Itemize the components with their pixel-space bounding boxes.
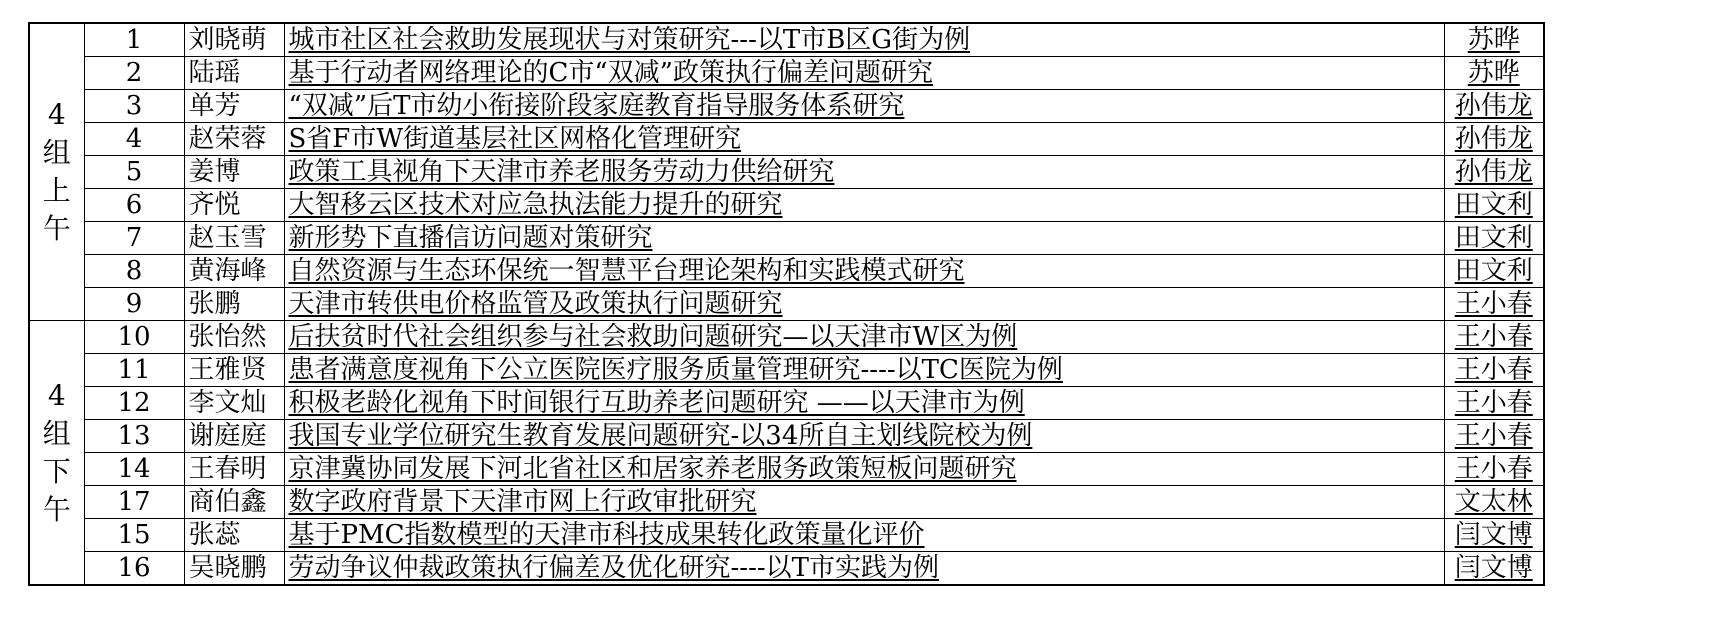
student-name: 商伯鑫: [184, 486, 284, 519]
advisor-name: 王小春: [1444, 354, 1544, 387]
row-number: 1: [84, 23, 184, 57]
thesis-title: 患者满意度视角下公立医院医疗服务质量管理研究----以TC医院为例: [284, 354, 1444, 387]
schedule-table: [28, 22, 1545, 586]
thesis-title: 积极老龄化视角下时间银行互助养老问题研究 ——以天津市为例: [284, 387, 1444, 420]
group-label-cell: [29, 321, 84, 586]
thesis-title: 我国专业学位研究生教育发展问题研究-以34所自主划线院校为例: [284, 420, 1444, 453]
advisor-name: 孙伟龙: [1444, 156, 1544, 189]
group-label-cell: [29, 23, 84, 321]
student-name: 王春明: [184, 453, 284, 486]
advisor-name: 苏晔: [1444, 23, 1544, 57]
student-name: 单芳: [184, 90, 284, 123]
row-number: 17: [84, 486, 184, 519]
group-label: 4组下午: [42, 378, 71, 526]
table-row: [29, 486, 1544, 519]
table-row: [29, 354, 1544, 387]
thesis-title: 大智移云区技术对应急执法能力提升的研究: [284, 189, 1444, 222]
student-name: 李文灿: [184, 387, 284, 420]
thesis-title: 政策工具视角下天津市养老服务劳动力供给研究: [284, 156, 1444, 189]
advisor-name: 王小春: [1444, 420, 1544, 453]
thesis-title: 基于行动者网络理论的C市“双减”政策执行偏差问题研究: [284, 57, 1444, 90]
table-row: [29, 222, 1544, 255]
row-number: 14: [84, 453, 184, 486]
table-row: [29, 90, 1544, 123]
row-number: 6: [84, 189, 184, 222]
row-number: 2: [84, 57, 184, 90]
student-name: 张蕊: [184, 519, 284, 552]
row-number: 13: [84, 420, 184, 453]
table-row: [29, 23, 1544, 57]
advisor-name: 王小春: [1444, 321, 1544, 354]
row-number: 9: [84, 288, 184, 321]
row-number: 3: [84, 90, 184, 123]
student-name: 谢庭庭: [184, 420, 284, 453]
table-row: [29, 288, 1544, 321]
row-number: 5: [84, 156, 184, 189]
row-number: 10: [84, 321, 184, 354]
student-name: 张怡然: [184, 321, 284, 354]
advisor-name: 闫文博: [1444, 552, 1544, 586]
table-row: [29, 57, 1544, 90]
thesis-title: 城市社区社会救助发展现状与对策研究---以T市B区G街为例: [284, 23, 1444, 57]
thesis-title: 新形势下直播信访问题对策研究: [284, 222, 1444, 255]
advisor-name: 王小春: [1444, 453, 1544, 486]
table-row: [29, 519, 1544, 552]
student-name: 吴晓鹏: [184, 552, 284, 586]
thesis-title: 天津市转供电价格监管及政策执行问题研究: [284, 288, 1444, 321]
thesis-title: 京津冀协同发展下河北省社区和居家养老服务政策短板问题研究: [284, 453, 1444, 486]
table-row: [29, 552, 1544, 586]
table-row: [29, 156, 1544, 189]
table-row: [29, 453, 1544, 486]
advisor-name: 文太林: [1444, 486, 1544, 519]
thesis-title: 劳动争议仲裁政策执行偏差及优化研究----以T市实践为例: [284, 552, 1444, 586]
thesis-title: 基于PMC指数模型的天津市科技成果转化政策量化评价: [284, 519, 1444, 552]
advisor-name: 王小春: [1444, 288, 1544, 321]
row-number: 4: [84, 123, 184, 156]
student-name: 赵荣蓉: [184, 123, 284, 156]
table-row: [29, 420, 1544, 453]
table-row: [29, 189, 1544, 222]
row-number: 12: [84, 387, 184, 420]
row-number: 7: [84, 222, 184, 255]
table-row: [29, 255, 1544, 288]
table-row: [29, 321, 1544, 354]
advisor-name: 田文利: [1444, 222, 1544, 255]
thesis-title: 数字政府背景下天津市网上行政审批研究: [284, 486, 1444, 519]
thesis-title: S省F市W街道基层社区网格化管理研究: [284, 123, 1444, 156]
advisor-name: 孙伟龙: [1444, 123, 1544, 156]
row-number: 11: [84, 354, 184, 387]
thesis-title: “双减”后T市幼小衔接阶段家庭教育指导服务体系研究: [284, 90, 1444, 123]
student-name: 刘晓萌: [184, 23, 284, 57]
advisor-name: 王小春: [1444, 387, 1544, 420]
advisor-name: 田文利: [1444, 255, 1544, 288]
thesis-title: 自然资源与生态环保统一智慧平台理论架构和实践模式研究: [284, 255, 1444, 288]
row-number: 15: [84, 519, 184, 552]
student-name: 黄海峰: [184, 255, 284, 288]
row-number: 8: [84, 255, 184, 288]
student-name: 姜博: [184, 156, 284, 189]
group-label: 4组上午: [42, 98, 71, 245]
student-name: 王雅贤: [184, 354, 284, 387]
advisor-name: 孙伟龙: [1444, 90, 1544, 123]
table-row: [29, 387, 1544, 420]
advisor-name: 田文利: [1444, 189, 1544, 222]
advisor-name: 闫文博: [1444, 519, 1544, 552]
schedule-body: [29, 23, 1544, 585]
student-name: 张鹏: [184, 288, 284, 321]
student-name: 赵玉雪: [184, 222, 284, 255]
student-name: 陆瑶: [184, 57, 284, 90]
thesis-title: 后扶贫时代社会组织参与社会救助问题研究—以天津市W区为例: [284, 321, 1444, 354]
table-row: [29, 123, 1544, 156]
student-name: 齐悦: [184, 189, 284, 222]
row-number: 16: [84, 552, 184, 586]
advisor-name: 苏晔: [1444, 57, 1544, 90]
